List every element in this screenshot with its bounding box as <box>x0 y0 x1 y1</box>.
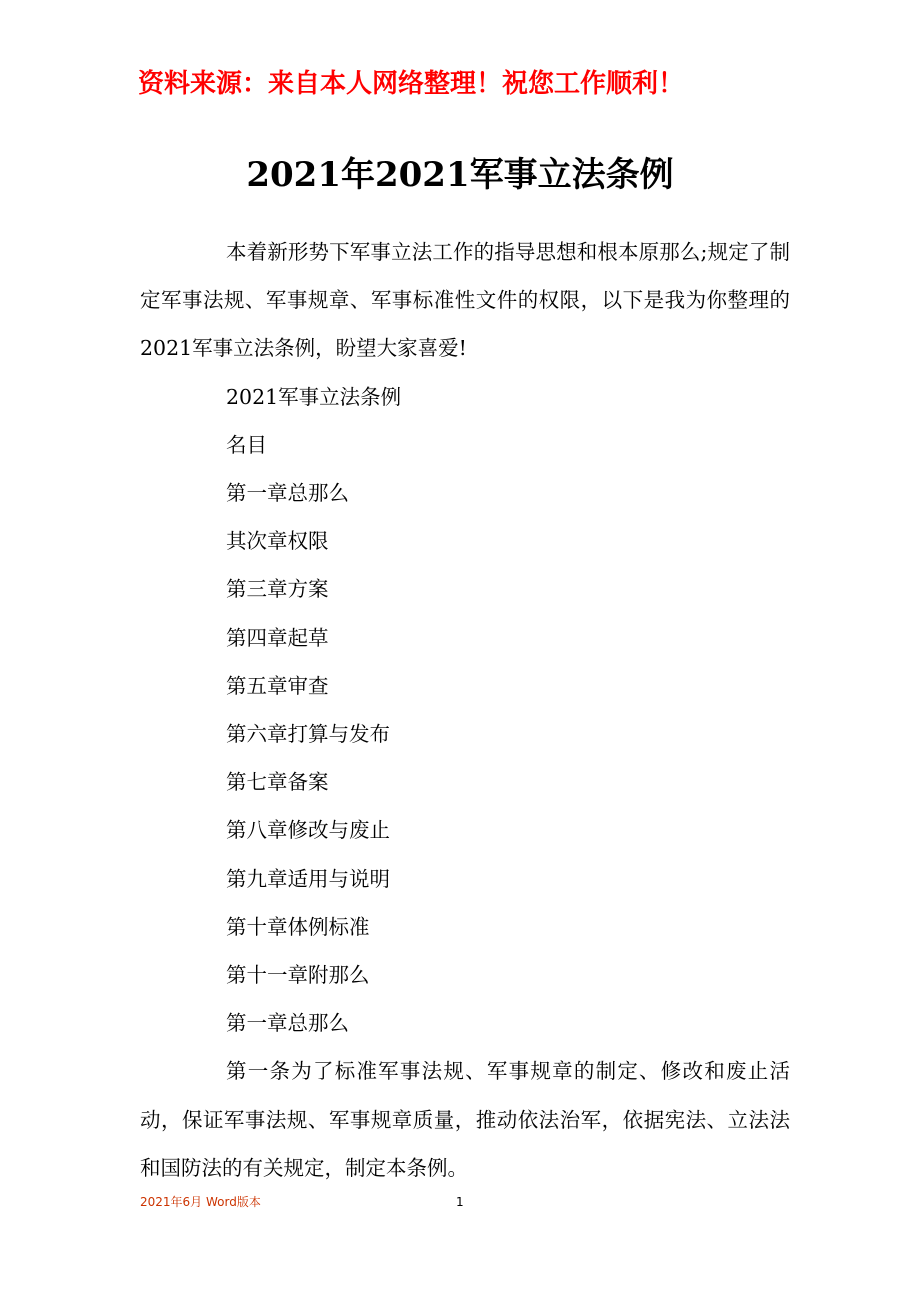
toc-item-7: 第七章备案 <box>226 770 329 795</box>
toc-item-3: 第三章方案 <box>226 577 329 602</box>
source-banner: 资料来源：来自本人网络整理！祝您工作顺利！ <box>138 69 685 99</box>
chapter-heading: 第一章总那么 <box>226 1011 349 1036</box>
document-title: 2021年2021军事立法条例 <box>246 155 674 195</box>
toc-item-11: 第十一章附那么 <box>226 963 370 988</box>
toc-item-9: 第九章适用与说明 <box>226 866 390 891</box>
footer-date-version: 2021年6月 Word版本 <box>140 1195 261 1209</box>
toc-item-8: 第八章修改与废止 <box>226 818 390 843</box>
toc-item-6: 第六章打算与发布 <box>226 722 390 747</box>
doc-heading: 2021军事立法条例 <box>226 384 402 409</box>
toc-item-5: 第五章审查 <box>226 673 329 698</box>
page-footer <box>0 1192 920 1212</box>
article-1-paragraph: 第一条为了标准军事法规、军事规章的制定、修改和废止活动，保证军事法规、军事规章质量，推动依法治军，依据宪法、立法法和国防法的有关规定，制定本条例。 <box>140 1059 790 1180</box>
toc-item-4: 第四章起草 <box>226 625 329 650</box>
toc-item-2: 其次章权限 <box>226 529 329 554</box>
document-body <box>140 228 790 1192</box>
toc-heading: 名目 <box>226 432 267 457</box>
toc-item-1: 第一章总那么 <box>226 481 349 506</box>
toc-item-10: 第十章体例标准 <box>226 914 370 939</box>
intro-paragraph: 本着新形势下军事立法工作的指导思想和根本原那么;规定了制定军事法规、军事规章、军事标准性文件的权限，以下是我为你整理的2021军事立法条例，盼望大家喜爱! <box>140 240 790 361</box>
footer-page-number: 1 <box>456 1195 464 1209</box>
